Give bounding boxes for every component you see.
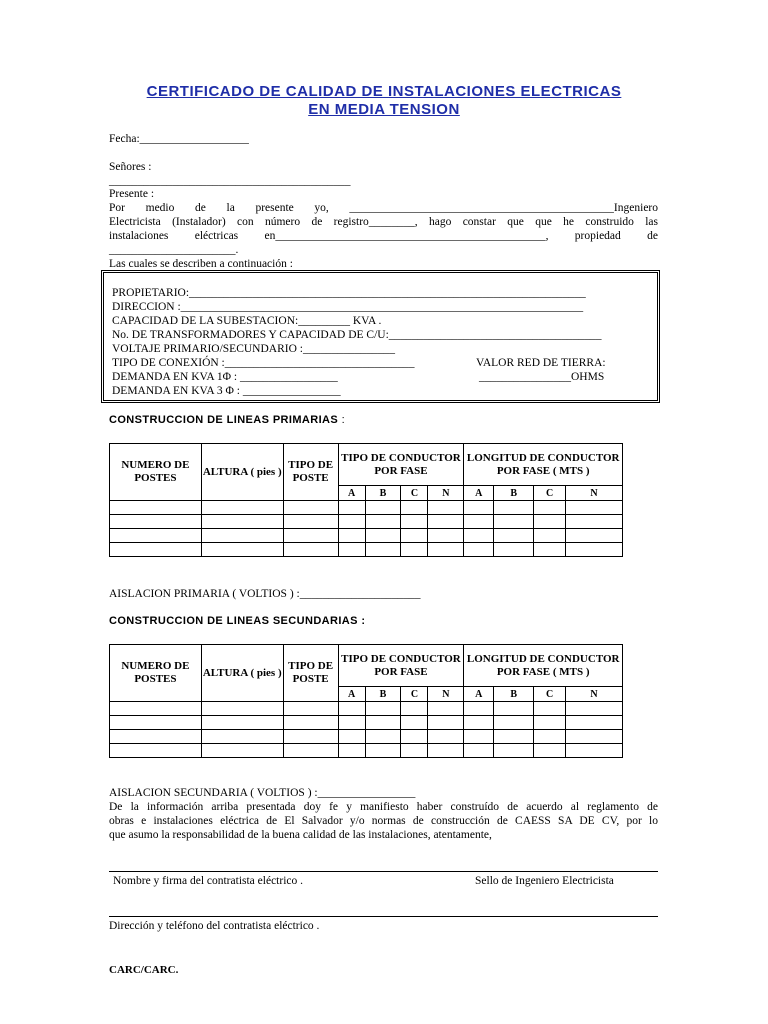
phase-b-header: B <box>365 486 401 501</box>
tipo-conductor-header: TIPO DE CONDUCTOR POR FASE <box>338 645 464 687</box>
table-row <box>110 716 623 730</box>
phase-n-header: N <box>566 687 623 702</box>
primarias-table <box>109 443 623 557</box>
table-row <box>110 744 623 758</box>
declaration-line1: De la información arriba presentada doy fe y manifiesto haber construído de acuerdo al reglamento de <box>109 801 658 813</box>
installation-details-box <box>101 270 660 403</box>
propietario-field: PROPIETARIO:_____________________________________________________________________ <box>112 287 586 299</box>
tipo-conexion-field: TIPO DE CONEXIÓN :_________________________________ <box>112 357 415 369</box>
secundarias-table <box>109 644 623 758</box>
table-row <box>110 702 623 716</box>
declaration-line2: obras e instalaciones eléctrica de El Salvador y/o normas de construcción de CAESS SA DE CV, por lo <box>109 815 658 827</box>
phase-a-header: A <box>464 687 494 702</box>
primarias-heading <box>109 414 345 426</box>
phase-n-header: N <box>428 486 464 501</box>
intro-paragraph-line2: Electricista (Instalador) con número de registro________, hago constar que que he construido las <box>109 216 658 228</box>
intro-paragraph-line3: instalaciones eléctricas en_______________________________________________, propiedad de <box>109 230 658 242</box>
tipo-conductor-header: TIPO DE CONDUCTOR POR FASE <box>338 444 464 486</box>
sello-label: Sello de Ingeniero Electricista <box>475 875 614 887</box>
secundarias-heading: CONSTRUCCION DE LINEAS SECUNDARIAS : <box>109 615 366 627</box>
direccion-telefono-label: Dirección y teléfono del contratista eléctrico . <box>109 920 320 932</box>
phase-b-header: B <box>494 687 534 702</box>
phase-c-header: C <box>534 486 566 501</box>
phase-a-header: A <box>464 486 494 501</box>
primarias-heading-text: CONSTRUCCION DE LINEAS PRIMARIAS <box>109 414 339 426</box>
document-title-line1: CERTIFICADO DE CALIDAD DE INSTALACIONES ELECTRICAS <box>146 83 622 100</box>
document-code: CARC/CARC. <box>109 964 179 976</box>
intro-paragraph-line1: Por medio de la presente yo, ______________________________________________Ingeniero <box>109 202 658 214</box>
aislacion-secundaria-field: AISLACION SECUNDARIA ( VOLTIOS ) :_________________ <box>109 787 416 799</box>
senores-blank: __________________________________________ <box>109 175 351 187</box>
senores-label: Señores : <box>109 161 152 173</box>
presente-label: Presente : <box>109 188 155 200</box>
phase-a-header: A <box>338 486 365 501</box>
table-row <box>110 529 623 543</box>
primarias-heading-colon: : <box>341 414 346 426</box>
table-row <box>110 730 623 744</box>
numero-postes-header: NUMERO DE POSTES <box>110 444 202 501</box>
tipo-poste-header: TIPO DE POSTE <box>283 645 338 702</box>
phase-b-header: B <box>365 687 401 702</box>
phase-n-header: N <box>566 486 623 501</box>
description-intro: Las cuales se describen a continuación : <box>109 258 293 270</box>
table-row <box>110 501 623 515</box>
phase-n-header: N <box>428 687 464 702</box>
document-title-line2: EN MEDIA TENSION <box>308 101 460 118</box>
table-row <box>110 543 623 557</box>
signature-rule <box>109 871 658 872</box>
phase-c-header: C <box>401 486 428 501</box>
transformadores-field: No. DE TRANSFORMADORES Y CAPACIDAD DE C/U:_____________________________________ <box>112 329 602 341</box>
capacidad-field: CAPACIDAD DE LA SUBESTACION:_________ KVA . <box>112 315 382 327</box>
longitud-conductor-header: LONGITUD DE CONDUCTOR POR FASE ( MTS ) <box>464 645 623 687</box>
tipo-poste-header: TIPO DE POSTE <box>283 444 338 501</box>
longitud-conductor-header: LONGITUD DE CONDUCTOR POR FASE ( MTS ) <box>464 444 623 486</box>
aislacion-primaria-field: AISLACION PRIMARIA ( VOLTIOS ) :_____________________ <box>109 588 421 600</box>
intro-paragraph-line4: ______________________. <box>109 244 239 256</box>
phase-b-header: B <box>494 486 534 501</box>
ohms-field: ________________OHMS <box>479 371 605 383</box>
address-rule <box>109 916 658 917</box>
altura-header: ALTURA ( pies ) <box>201 444 283 501</box>
fecha-field: Fecha:___________________ <box>109 133 249 145</box>
direccion-field: DIRECCION :______________________________________________________________________ <box>112 301 584 313</box>
nombre-firma-label: Nombre y firma del contratista eléctrico . <box>113 875 303 887</box>
demanda-3-fase-field: DEMANDA EN KVA 3 Φ : _________________ <box>112 385 341 397</box>
declaration-line3: que asumo la responsabilidad de la buena calidad de las instalaciones, atentamente, <box>109 829 492 841</box>
numero-postes-header: NUMERO DE POSTES <box>110 645 202 702</box>
valor-red-tierra-label: VALOR RED DE TIERRA: <box>476 357 606 369</box>
demanda-1-fase-field: DEMANDA EN KVA 1Φ : _________________ <box>112 371 338 383</box>
phase-c-header: C <box>401 687 428 702</box>
table-row <box>110 515 623 529</box>
phase-a-header: A <box>338 687 365 702</box>
voltaje-field: VOLTAJE PRIMARIO/SECUNDARIO :________________ <box>112 343 395 355</box>
phase-c-header: C <box>534 687 566 702</box>
altura-header: ALTURA ( pies ) <box>201 645 283 702</box>
